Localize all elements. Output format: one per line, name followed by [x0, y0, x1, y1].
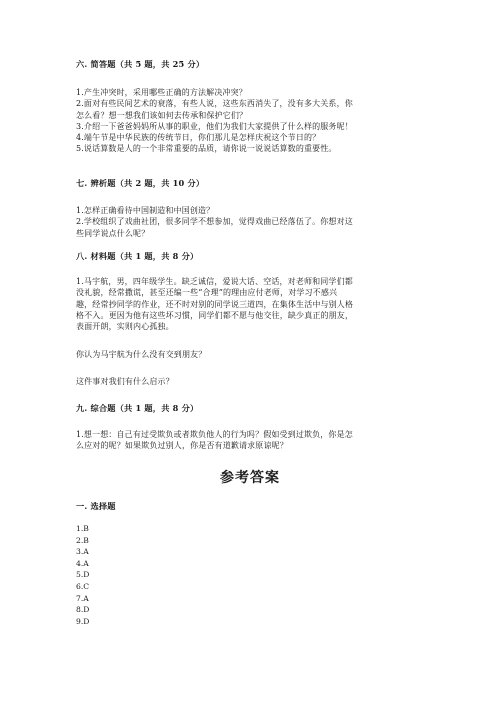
question-line: 5.说话算数是人的一个非常重要的品质，请你说一说说话算数的重要性。 — [76, 144, 337, 154]
question-line: 4.端午节是中华民族的传统节日，你们那儿是怎样庆祝这个节日的？ — [76, 133, 321, 143]
material-question-2 — [76, 376, 428, 387]
passage-line: 表面开朗，实则内心孤独。 — [76, 322, 174, 332]
passage-line: 格不入。更因为他有这些坏习惯，同学们都不愿与他交往，缺少真正的朋友， — [76, 310, 354, 320]
question-line: 1.怎样正确看待中国制造和中国创造？ — [76, 206, 215, 215]
material-question-1 — [76, 349, 428, 360]
question-line: 你认为马宇航为什么没有交到朋友？ — [76, 350, 207, 359]
question-line: 1.产生冲突时，采用哪些正确的方法解决冲突？ — [76, 88, 247, 97]
answer-list — [76, 523, 89, 627]
answer-item: 8.D — [76, 605, 90, 615]
answer-section-choice — [76, 501, 428, 512]
section-material — [76, 251, 428, 262]
passage-line: 没礼貌，经常撒谎，甚至还编一些“合理”的理由应付老师，对学习不感兴 — [76, 288, 338, 298]
section-heading: 一. 选择题 — [76, 501, 116, 511]
answer-item: 6.C — [76, 581, 90, 591]
answer-item: 5.D — [76, 570, 90, 580]
answer-item: 3.A — [76, 547, 89, 557]
question-line: 怎么看？想一想我们该如何去传承和保护它们？ — [76, 110, 248, 120]
question-line: 这件事对我们有什么启示？ — [76, 377, 174, 386]
question-line: 么应对的呢？如果欺负过别人，你是否有道歉请求原谅呢？ — [76, 441, 288, 451]
short-answer-questions — [76, 87, 428, 155]
answer-item: 7.A — [76, 593, 89, 603]
answer-item: 4.A — [76, 558, 89, 568]
section-heading: 六. 简答题（共 5 题，共 25 分） — [76, 59, 205, 69]
section-short-answer — [76, 59, 428, 70]
section-heading: 八. 材料题（共 1 题，共 8 分） — [76, 251, 199, 261]
material-passage — [76, 276, 428, 332]
question-line: 1.想一想：自己有过受欺负或者欺负他人的行为吗？假如受到过欺负，你是怎 — [76, 430, 353, 439]
question-line: 2.面对有些民间艺术的衰落，有些人说，这些东西消失了，没有多大关系，你 — [76, 99, 353, 109]
answer-item: 1.B — [76, 524, 89, 533]
answer-key-title: 参考答案 — [220, 470, 280, 486]
section-heading: 七. 辨析题（共 2 题，共 10 分） — [76, 178, 205, 188]
question-line: 些同学说点什么呢？ — [76, 228, 150, 238]
question-line: 3.介绍一下爸爸妈妈所从事的职业，他们为我们大家提供了什么样的服务呢！ — [76, 121, 353, 131]
question-line: 2.学校组织了戏曲社团，很多同学不想参加，觉得戏曲已经落伍了。你想对这 — [76, 217, 353, 227]
answer-item: 9.D — [76, 616, 90, 626]
section-comprehensive — [76, 403, 428, 414]
discrimination-questions — [76, 205, 428, 239]
answer-item: 2.B — [76, 535, 89, 545]
passage-line: 趣，经常抄同学的作业，还不时对别的同学说三道四，在集体生活中与别人格 — [76, 299, 354, 309]
passage-line: 1.马宇航，男，四年级学生。缺乏诚信，爱说大话、空话，对老师和同学们都 — [76, 277, 353, 286]
section-heading: 九. 综合题（共 1 题，共 8 分） — [76, 403, 199, 413]
comprehensive-questions — [76, 429, 428, 452]
section-discrimination — [76, 178, 428, 189]
